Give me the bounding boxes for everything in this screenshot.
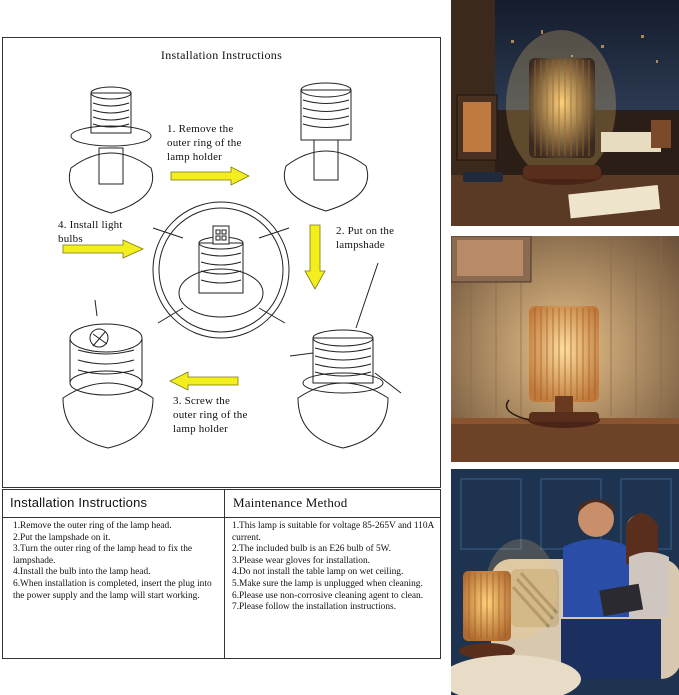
installation-list — [3, 518, 224, 602]
lamp-holder-with-shade-drawing — [290, 263, 401, 448]
step-1-label: 1. Remove the outer ring of the lamp holder — [167, 123, 242, 163]
list-item: 6.Please use non-corrosive cleaning agent to clean. — [232, 590, 424, 601]
list-item: 5.Make sure the lamp is unplugged when cleaning. — [232, 578, 423, 589]
list-item: 7.Please follow the installation instructions. — [232, 602, 397, 613]
lampshade-top-view-drawing — [153, 202, 289, 338]
lamp-photo-table-glow — [451, 236, 679, 462]
direction-arrows — [63, 167, 325, 390]
lamp-photo-night-desk — [451, 0, 679, 226]
lamp-holder-with-ring-drawing — [69, 87, 152, 213]
installation-heading: Installation Instructions — [3, 490, 224, 518]
maintenance-list — [225, 518, 440, 614]
diagram-title: Installation Instructions — [160, 48, 283, 62]
list-item: 2.The included bulb is an E26 bulb of 5W. — [232, 544, 392, 555]
list-item: 4.Do not install the table lamp on wet ceiling. — [232, 567, 404, 578]
lamp-photo-couple-sofa — [451, 469, 679, 695]
step-2-label: 2. Put on the lampshade — [336, 225, 395, 251]
maintenance-column — [225, 490, 440, 658]
installation-column — [3, 490, 225, 658]
lamp-holder-bare-drawing — [284, 83, 367, 211]
list-item: 3.Please wear gloves for installation. — [232, 555, 370, 566]
step-3-label: 3. Screw the outer ring of the lamp holder — [173, 395, 248, 435]
list-item: 2.Put the lampshade on it. — [13, 532, 111, 543]
instructions-table — [2, 489, 441, 659]
lamp-holder-screwed-drawing — [63, 300, 153, 448]
list-item: 3.Turn the outer ring of the lamp head to fix the lampshade. — [13, 544, 193, 566]
list-item: 6.When installation is completed, insert the plug into the power supply and the lamp will start working. — [13, 578, 212, 601]
installation-diagram — [2, 37, 441, 488]
list-item: 1.Remove the outer ring of the lamp head. — [13, 521, 172, 531]
step-4-label: 4. Install light bulbs — [58, 219, 123, 245]
list-item: 4.Install the bulb into the lamp head. — [13, 567, 151, 578]
list-item: 1.This lamp is suitable for voltage 85-265V and 110A current. — [232, 521, 434, 543]
maintenance-heading: Maintenance Method — [225, 490, 440, 518]
